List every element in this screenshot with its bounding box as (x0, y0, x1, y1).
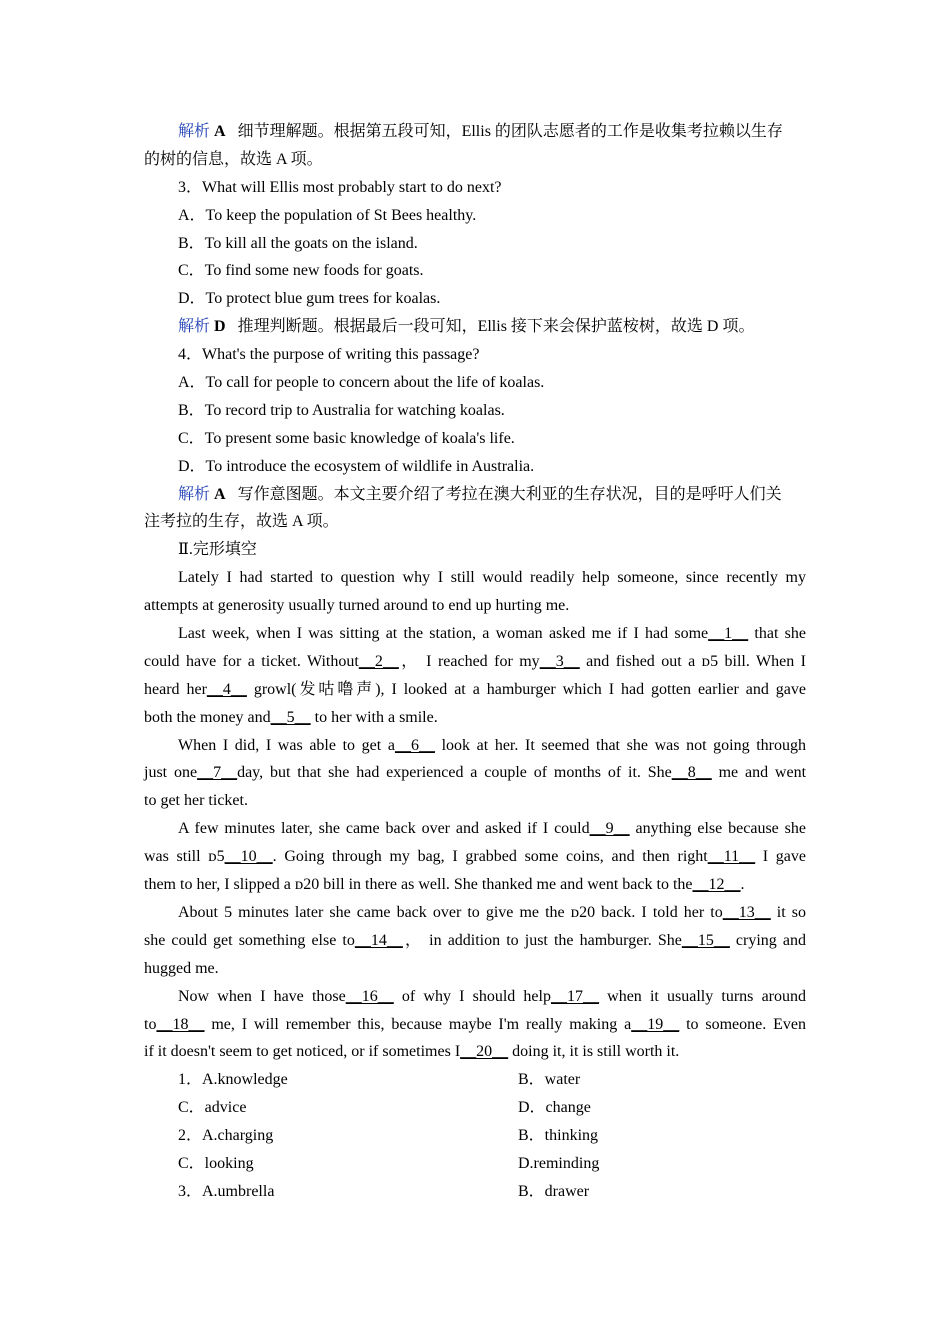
passage-text: Last week, when I was sitting at the station, a woman asked me if I had some (178, 625, 709, 643)
options-grid (144, 1066, 806, 1205)
passage-text: growl(发咕噜声), I looked at a hamburger which I had gotten earlier and gave (246, 680, 806, 698)
blank-number: __6__ (394, 736, 435, 754)
passage-text: heard her (144, 680, 207, 698)
question-3-option-b: B．To kill all the goats on the island. (178, 234, 418, 252)
analysis-q2 (144, 118, 806, 146)
passage-text: A few minutes later, she came back over and asked if I could (178, 820, 590, 838)
passage-line (144, 871, 806, 899)
blank-number: __3__ (539, 652, 580, 670)
passage-line (144, 1038, 806, 1066)
passage-line (144, 732, 806, 760)
analysis-q4-cont: 注考拉的生存，故选 A 项。 (144, 513, 339, 531)
passage-line: to get her ticket. (144, 792, 248, 810)
blank-number: __1__ (708, 625, 749, 643)
passage-text: doing it, it is still worth it. (508, 1043, 680, 1061)
passage-text: me, I will remember this, because maybe I'm really making a (204, 1015, 632, 1033)
passage-line (144, 843, 806, 871)
blank-number: __16__ (345, 987, 394, 1005)
analysis-tag: 解析 (178, 485, 211, 503)
analysis-text: 推理判断题。根据最后一段可知，Ellis 接下来会保护蓝桉树，故选 D 项。 (237, 318, 755, 336)
blank-number: __5__ (270, 708, 311, 726)
analysis-text: 细节理解题。根据第五段可知，Ellis 的团队志愿者的工作是收集考拉赖以生存 (237, 123, 783, 140)
question-4-option-d: D．To introduce the ecosystem of wildlife in Australia. (178, 457, 535, 475)
question-4-option-a: A．To call for people to concern about the life of koalas. (178, 374, 545, 392)
blank-number: __14__ (354, 931, 403, 949)
blank-number: __19__ (631, 1015, 680, 1033)
question-3-option-d: D．To protect blue gum trees for koalas. (178, 290, 441, 308)
analysis-text: 写作意图题。本文主要介绍了考拉在澳大利亚的生存状况，目的是呼吁人们关 (237, 485, 782, 503)
passage-line (144, 1011, 806, 1039)
option-cell: B．thinking (518, 1127, 599, 1145)
blank-number: __10__ (224, 848, 273, 866)
passage-text: me and went (711, 764, 807, 782)
option-cell: C．advice (178, 1099, 247, 1117)
passage-line (144, 648, 806, 676)
blank-number: __2__ (358, 652, 399, 670)
analysis-answer: D (214, 318, 226, 336)
blank-number: __12__ (692, 876, 741, 894)
option-cell: B．water (518, 1071, 581, 1089)
passage-text: just one (144, 764, 198, 782)
blank-number: __17__ (550, 987, 599, 1005)
passage-text: day, but that she had experienced a couple of months of it. She (237, 764, 672, 782)
passage-text: . (740, 876, 745, 894)
blank-number: __18__ (156, 1015, 205, 1033)
passage-text: to (144, 1015, 157, 1033)
passage-text: of why I should help (393, 987, 551, 1005)
passage-text: could have for a ticket. Without (144, 652, 359, 670)
passage-line (144, 676, 806, 704)
passage-text: and fished out a ᴅ5 bill. When I (579, 652, 807, 670)
passage-text: it so (770, 903, 806, 921)
blank-number: __9__ (589, 820, 630, 838)
blank-number: __15__ (681, 931, 730, 949)
question-3-option-c: C．To find some new foods for goats. (178, 262, 424, 280)
blank-number: __4__ (206, 680, 247, 698)
passage-text: I gave (755, 848, 807, 866)
option-cell: D.reminding (518, 1154, 600, 1172)
option-cell: C．looking (178, 1154, 254, 1172)
option-cell: 2．A.charging (178, 1127, 274, 1145)
passage-text: both the money and (144, 708, 271, 726)
passage-line: attempts at generosity usually turned around to end up hurting me. (144, 597, 570, 615)
passage-text: them to her, I slipped a ᴅ20 bill in there as well. She thanked me and went back to the (144, 876, 693, 894)
option-cell: B．drawer (518, 1182, 590, 1200)
passage-line: Lately I had started to question why I still would readily help someone, since recently my (178, 569, 806, 587)
passage-text: if it doesn't seem to get noticed, or if sometimes I (144, 1043, 461, 1061)
passage-text: when it usually turns around (598, 987, 806, 1005)
passage-text: Now when I have those (178, 987, 346, 1005)
passage-text: . Going through my bag, I grabbed some coins, and then right (272, 848, 708, 866)
passage-text: look at her. It seemed that she was not going through (434, 736, 807, 754)
passage-line (144, 927, 806, 955)
passage-text: When I did, I was able to get a (178, 736, 395, 754)
analysis-q3 (144, 313, 806, 341)
question-3-option-a: A．To keep the population of St Bees healthy. (178, 206, 477, 224)
passage-text: to her with a smile. (310, 708, 438, 726)
document-page (144, 118, 806, 1206)
passage-text: ， I reached for my (398, 652, 540, 670)
passage-line (144, 620, 806, 648)
passage-line (144, 983, 806, 1011)
passage-text: About 5 minutes later she came back over to give me the ᴅ20 back. I told her to (178, 903, 723, 921)
analysis-tag: 解析 (178, 123, 211, 140)
passage-line (144, 704, 806, 732)
passage-text: was still ᴅ5 (144, 848, 225, 866)
blank-number: __11__ (707, 848, 756, 866)
analysis-tag: 解析 (178, 318, 211, 336)
blank-number: __20__ (460, 1043, 509, 1061)
blank-number: __7__ (197, 764, 238, 782)
passage-line: hugged me. (144, 959, 219, 977)
analysis-answer: A (214, 123, 226, 140)
passage-line (144, 815, 806, 843)
question-4-option-b: B．To record trip to Australia for watching koalas. (178, 401, 505, 419)
question-4-stem: 4．What's the purpose of writing this passage? (178, 346, 480, 364)
passage-text: crying and (729, 931, 806, 949)
passage-text: that she (748, 625, 807, 643)
passage-text: to someone. Even (679, 1015, 807, 1033)
blank-number: __13__ (722, 903, 771, 921)
option-cell: 3．A.umbrella (178, 1182, 275, 1200)
passage-text: anything else because she (629, 820, 806, 838)
section-heading-cloze: Ⅱ.完形填空 (178, 541, 257, 559)
question-3-stem: 3．What will Ellis most probably start to do next? (178, 178, 502, 196)
passage-text: she could get something else to (144, 931, 355, 949)
analysis-q4 (144, 481, 806, 509)
option-cell: D．change (518, 1099, 591, 1117)
passage-line (144, 899, 806, 927)
option-cell: 1．A.knowledge (178, 1071, 288, 1089)
passage-line (144, 759, 806, 787)
passage-text: ， in addition to just the hamburger. She (402, 931, 682, 949)
question-4-option-c: C．To present some basic knowledge of koala's life. (178, 429, 515, 447)
analysis-q2-cont: 的树的信息，故选 A 项。 (144, 150, 323, 168)
analysis-answer: A (214, 485, 226, 503)
blank-number: __8__ (671, 764, 712, 782)
